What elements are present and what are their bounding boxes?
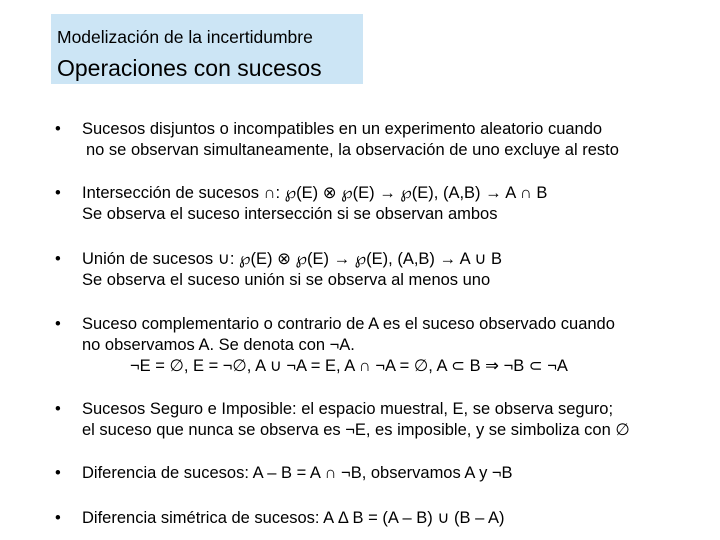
bullet-line: Sucesos Seguro e Imposible: el espacio muestral, E, se observa seguro; bbox=[82, 400, 614, 418]
bullet-line: no observamos A. Se denota con ¬A. bbox=[82, 336, 355, 354]
bullet-line: ¬E = ∅, E = ¬∅, A ∪ ¬A = E, A ∩ ¬A = ∅, A ⊂ B ⇒ ¬B ⊂ ¬A bbox=[130, 357, 568, 375]
bullet-line: Unión de sucesos ∪: ℘(E) ⊗ ℘(E) → ℘(E), (A,B) → A ∪ B bbox=[82, 250, 503, 268]
bullet-marker: • bbox=[55, 120, 61, 138]
bullet-line: Se observa el suceso intersección si se observan ambos bbox=[82, 205, 498, 223]
bullet-line: Se observa el suceso unión si se observa al menos uno bbox=[82, 271, 491, 289]
bullet-line: Diferencia de sucesos: A – B = A ∩ ¬B, observamos A y ¬B bbox=[82, 464, 513, 482]
bullet-line: Suceso complementario o contrario de A es el suceso observado cuando bbox=[82, 315, 615, 333]
bullet-marker: • bbox=[55, 400, 61, 418]
bullet-line: no se observan simultaneamente, la observación de uno excluye al resto bbox=[86, 141, 619, 159]
bullet-marker: • bbox=[55, 315, 61, 333]
title-box bbox=[51, 14, 363, 84]
bullet-marker: • bbox=[55, 250, 61, 268]
bullet-line: Intersección de sucesos ∩: ℘(E) ⊗ ℘(E) → ℘(E), (A,B) → A ∩ B bbox=[82, 184, 548, 202]
bullet-marker: • bbox=[55, 464, 61, 482]
page-subtitle: Modelización de la incertidumbre bbox=[57, 27, 313, 47]
page-title: Operaciones con sucesos bbox=[57, 55, 322, 81]
bullet-line: el suceso que nunca se observa es ¬E, es imposible, y se simboliza con ∅ bbox=[82, 421, 630, 439]
bullet-marker: • bbox=[55, 509, 61, 527]
bullet-line: Sucesos disjuntos o incompatibles en un experimento aleatorio cuando bbox=[82, 120, 603, 138]
bullet-line: Diferencia simétrica de sucesos: A Δ B = (A – B) ∪ (B – A) bbox=[82, 509, 505, 527]
bullet-marker: • bbox=[55, 184, 61, 202]
